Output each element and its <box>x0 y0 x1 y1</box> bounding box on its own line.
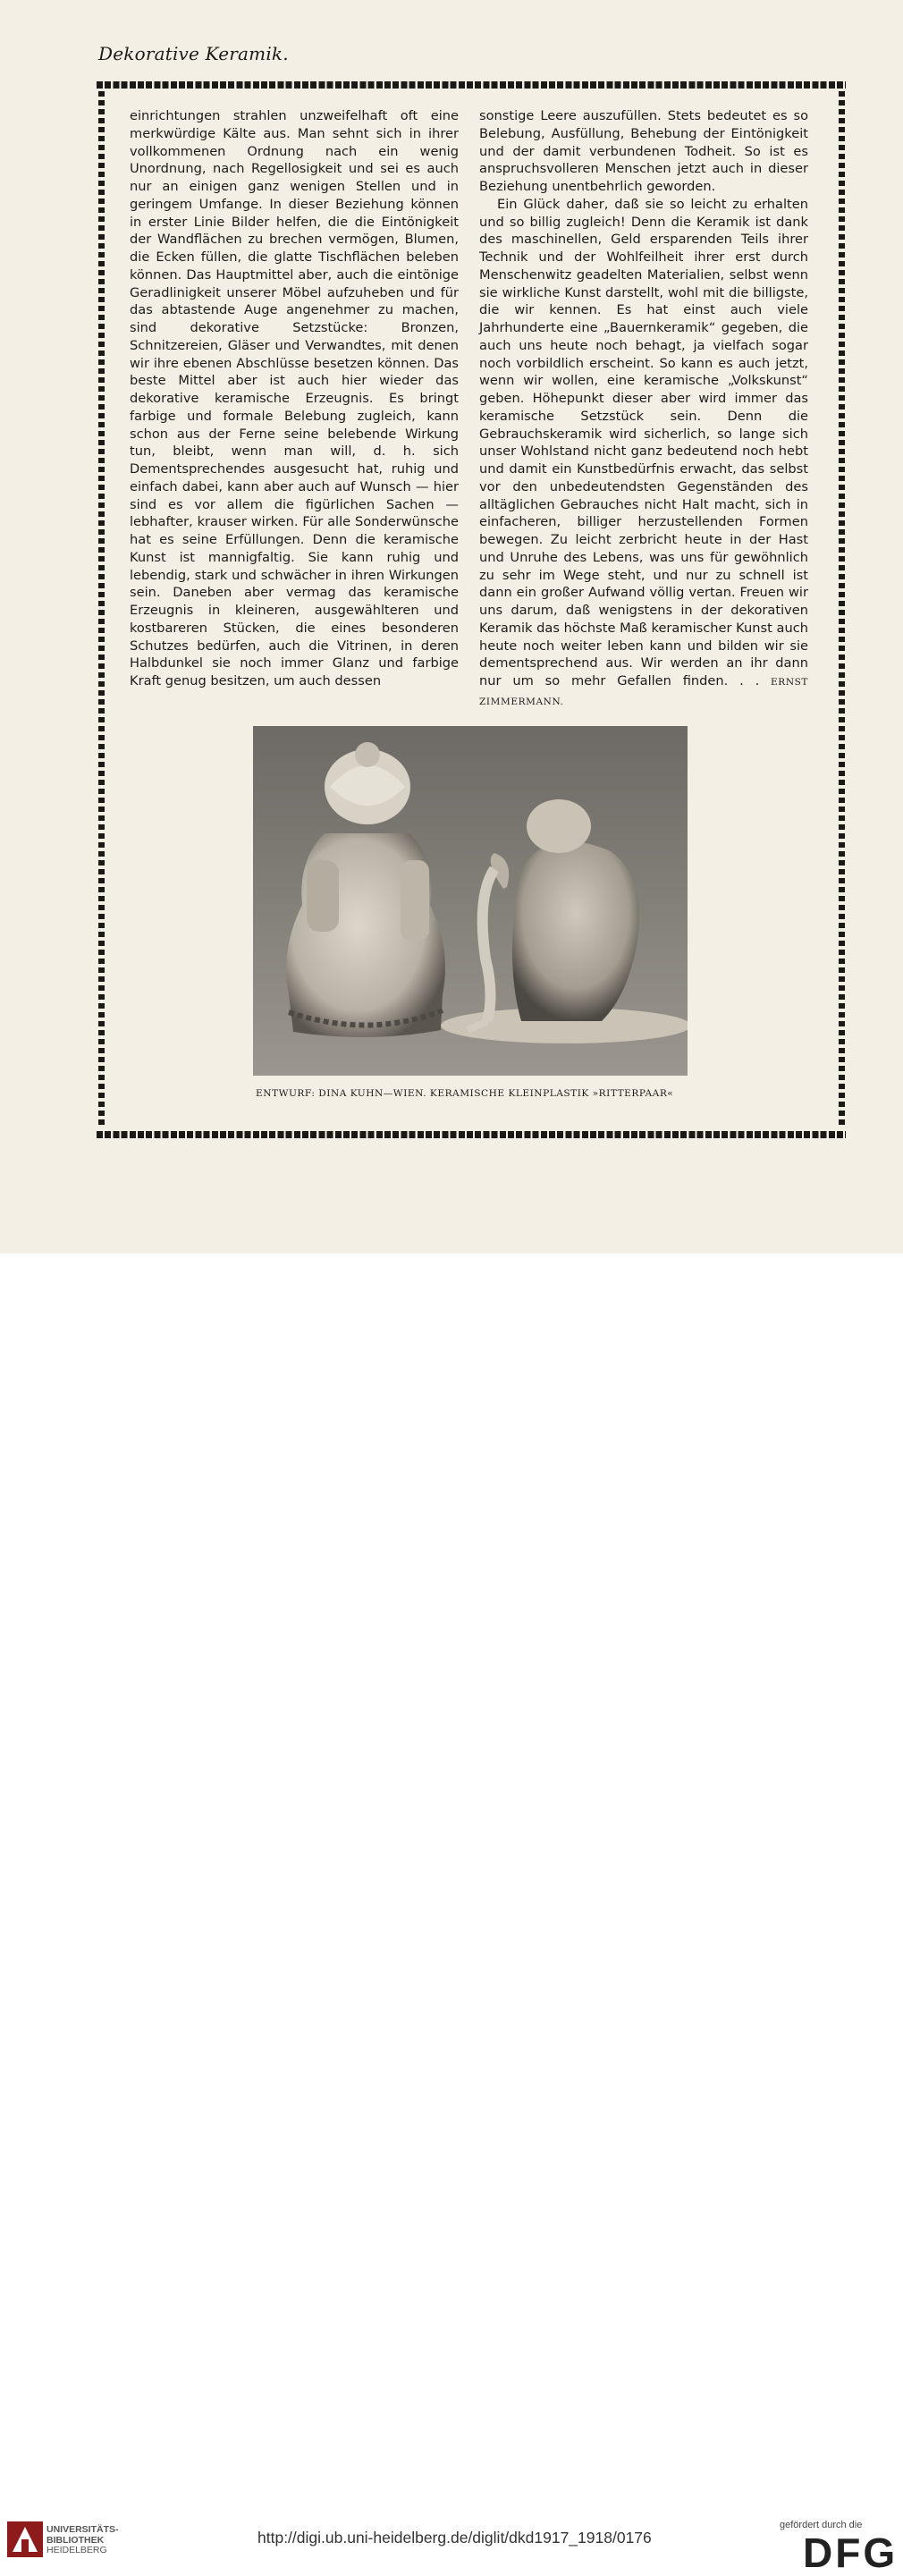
paragraph: sonstige Leere auszufüllen. Stets bedeutet es so Belebung, Ausfüllung, Behebung der Eintönigkeit und der damit verbundenen Todheit. So ist es anspruchsvolleren Menschen jetzt auch in dieser Beziehung unentbehrlich geworden. <box>479 108 808 194</box>
ceramic-figurines-photo <box>253 726 688 1076</box>
text-column-left <box>130 107 459 690</box>
funding-label: gefördert durch die <box>780 2520 863 2530</box>
dfg-logo: DFG <box>803 2530 899 2576</box>
ornamental-border-top <box>97 81 846 89</box>
paragraph: einrichtungen strahlen unzweifelhaft oft eine merkwürdige Kälte aus. Man sehnt sich in ihrer vollkommenen Ordnung nach ein wenig Unordnung, nach Regellosigkeit und sei es auch nur an einigen ganz wenigen Stellen und in geringem Umfange. In dieser Beziehung können in erster Linie Bilder helfen, die die Eintönigkeit der Wandflächen zu brechen vermögen, Blumen, die Ecken füllen, die glatte Tischflächen beleben können. Das Hauptmittel aber, auch die eintönige Geradlinigkeit unserer Möbel aufzuheben und für das abtastende Auge angenehmer zu machen, sind dekorative Setzstücke: Bronzen, Schnitzereien, Gläser und Verwandtes, mit denen wir ihre ebenen Abschlüsse besetzen können. Das beste Mittel aber ist auch hier wieder das dekorative keramische Erzeugnis. Es bringt farbige und formale Belebung zugleich, kann schon aus der Ferne seine belebende Wirkung tun, bleibt, wenn man will, d. h. sich Dementsprechendes ausgesucht hat, ruhig und einfach dabei, kann aber auch auf Wunsch — hier sind es vor allem die figürlichen Sachen — lebhafter, krauser wirken. Für alle Sonderwünsche hat es seine Erfüllungen. Denn die keramische Kunst ist mannigfaltig. Sie kann ruhig und lebendig, stark und schwächer in ihren Wirkungen sein. Daneben aber vermag das keramische Erzeugnis in kleineren, ausgewählteren und kostbareren Stücken, die eines besonderen Schutzes bedürfen, auch die Vitrinen, in deren Halbdunkel sie noch immer Glanz und farbige Kraft genug besitzen, um auch dessen <box>130 108 459 688</box>
figure-caption: ENTWURF: DINA KUHN—WIEN. KERAMISCHE KLEINPLASTIK »RITTERPAAR« <box>256 1088 674 1099</box>
digitization-footer <box>0 1254 903 2576</box>
text-column-right <box>479 107 808 712</box>
running-head: Dekorative Keramik. <box>98 43 289 64</box>
ornamental-border-bottom <box>97 1131 846 1138</box>
ornamental-border-left <box>98 91 105 1127</box>
author-signature: ERNST ZIMMERMANN. <box>479 677 809 707</box>
university-library-logo-icon <box>7 2521 43 2557</box>
library-name: UNIVERSITÄTS- BIBLIOTHEK HEIDELBERG <box>46 2524 119 2555</box>
paragraph: Ein Glück daher, daß sie so leicht zu erhalten und so billig zugleich! Denn die Keramik ist dank des maschinellen, Geld ersparenden Teils ihrer Technik und der Wohlfeilheit ihrer erst durch Menschenwitz geadelten Materialien, selbst wenn sie wirkliche Kunst darstellt, wohl mit die billigste, die wir kennen. Es hat einst auch viele Jahrhunderte eine „Bauernkeramik“ gegeben, die auch uns heute noch behagt, ja vielfach sogar noch vorbildlich erscheint. So kann es auch jetzt, wenn wir wollen, eine keramische „Volkskunst“ geben. Höhepunkt dieser aber wird immer das keramische Setzstück sein. Denn die Gebrauchskeramik wird sicherlich, so lange sich unser Wohlstand nicht ganz bedeutend noch hebt und damit ein Kunstbedürfnis erwacht, das selbst vor den unbedeutendsten Gegenständen des alltäglichen Gebrauches nicht Halt macht, sich in einfacheren, billiger herzustellenden Formen bewegen. Zu leicht zerbricht heute in der Hast und Unruhe des Lebens, was uns für gewöhnlich zu sehr im Wege steht, und nur zu schnell ist dann ein großer Aufwand völlig vertan. Freuen wir uns darum, daß wenigstens in der dekorativen Keramik das höchste Maß keramischer Kunst auch heute noch weiter leben kann und bilden wir sie dementsprechend aus. Wir werden an ihr dann nur um so mehr Gefallen finden. . . <box>479 196 808 688</box>
book-page <box>0 0 903 1254</box>
permalink-url[interactable]: http://digi.ub.uni-heidelberg.de/diglit/dkd1917_1918/0176 <box>257 2529 652 2546</box>
ornamental-border-right <box>839 91 845 1127</box>
